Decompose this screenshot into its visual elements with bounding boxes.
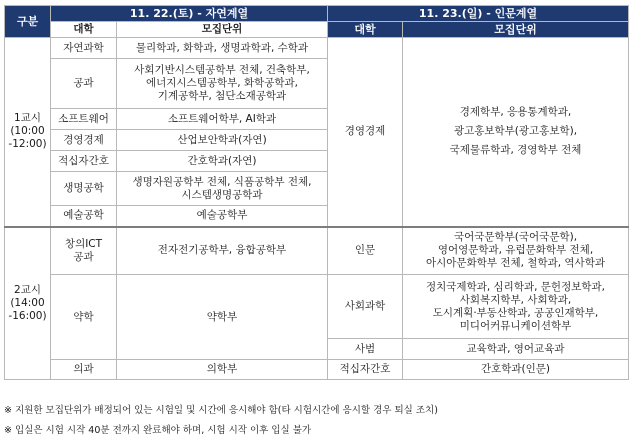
college-cell: 생명공학 xyxy=(51,172,117,206)
table-row xyxy=(5,360,629,380)
college-cell: 사회과학 xyxy=(328,275,403,339)
unit-cell: 간호학과(인문) xyxy=(403,360,629,380)
college-cell: 예술공학 xyxy=(51,206,117,227)
unit-cell: 국어국문학부(국어국문학), 영어영문학과, 유럽문화학부 전체, 아시아문화학부 전체, 철학과, 역사학과 xyxy=(403,227,629,275)
note-line: ※ 입실은 시험 시작 40분 전까지 완료해야 하며, 시험 시작 이후 입실 불가 xyxy=(4,425,312,436)
college-cell: 공과 xyxy=(51,59,117,109)
unit-cell: 전자전기공학부, 융합공학부 xyxy=(117,227,328,275)
unit-cell: 정치국제학과, 심리학과, 문헌정보학과, 사회복지학부, 사회학과, 도시계획·부동산학과, 공공인재학부, 미디어커뮤니케이션학부 xyxy=(403,275,629,339)
college-cell: 창의ICT 공과 xyxy=(51,227,117,275)
table-row xyxy=(5,275,629,339)
college-cell: 경영경제 xyxy=(51,130,117,151)
header-day2-college: 대학 xyxy=(328,22,403,38)
unit-cell: 의학부 xyxy=(117,360,328,380)
college-cell: 사범 xyxy=(328,339,403,360)
unit-cell: 생명자원공학부 전체, 식품공학부 전체, 시스템생명공학과 xyxy=(117,172,328,206)
college-cell: 의과 xyxy=(51,360,117,380)
college-cell: 인문 xyxy=(328,227,403,275)
header-row-2 xyxy=(5,22,629,38)
unit-cell: 간호학과(자연) xyxy=(117,151,328,172)
header-day2: 11. 23.(일) - 인문계열 xyxy=(328,6,629,22)
header-row-1 xyxy=(5,6,629,22)
header-day1: 11. 22.(토) - 자연계열 xyxy=(51,6,328,22)
header-day1-college: 대학 xyxy=(51,22,117,38)
unit-cell: 산업보안학과(자연) xyxy=(117,130,328,151)
unit-cell: 사회기반시스템공학부 전체, 건축학부, 에너지시스템공학부, 화학공학과, 기계공학부, 첨단소재공학과 xyxy=(117,59,328,109)
unit-cell: 약학부 xyxy=(117,275,328,360)
notes xyxy=(4,404,628,444)
unit-cell: 경제학부, 응용통계학과, 광고홍보학부(광고홍보학), 국제물류학과, 경영학부 전체 xyxy=(403,38,629,227)
exam-schedule-table xyxy=(4,5,629,380)
unit-cell: 교육학과, 영어교육과 xyxy=(403,339,629,360)
period-2-label: 2교시 (14:00 -16:00) xyxy=(5,227,51,380)
college-cell: 경영경제 xyxy=(328,38,403,227)
college-cell: 소프트웨어 xyxy=(51,109,117,130)
header-gubun: 구분 xyxy=(5,6,51,38)
unit-cell: 소프트웨어학부, AI학과 xyxy=(117,109,328,130)
unit-cell: 물리학과, 화학과, 생명과학과, 수학과 xyxy=(117,38,328,59)
college-cell: 적십자간호 xyxy=(328,360,403,380)
header-day2-unit: 모집단위 xyxy=(403,22,629,38)
header-day1-unit: 모집단위 xyxy=(117,22,328,38)
period-1-label: 1교시 (10:00 -12:00) xyxy=(5,38,51,227)
college-cell: 약학 xyxy=(51,275,117,360)
table-row xyxy=(5,227,629,275)
college-cell: 자연과학 xyxy=(51,38,117,59)
college-cell: 적십자간호 xyxy=(51,151,117,172)
table-row xyxy=(5,38,629,59)
unit-cell: 예술공학부 xyxy=(117,206,328,227)
note-line: ※ 지원한 모집단위가 배정되어 있는 시험일 및 시간에 응시해야 함(타 시험시간에 응시할 경우 퇴실 조치) xyxy=(4,405,438,416)
